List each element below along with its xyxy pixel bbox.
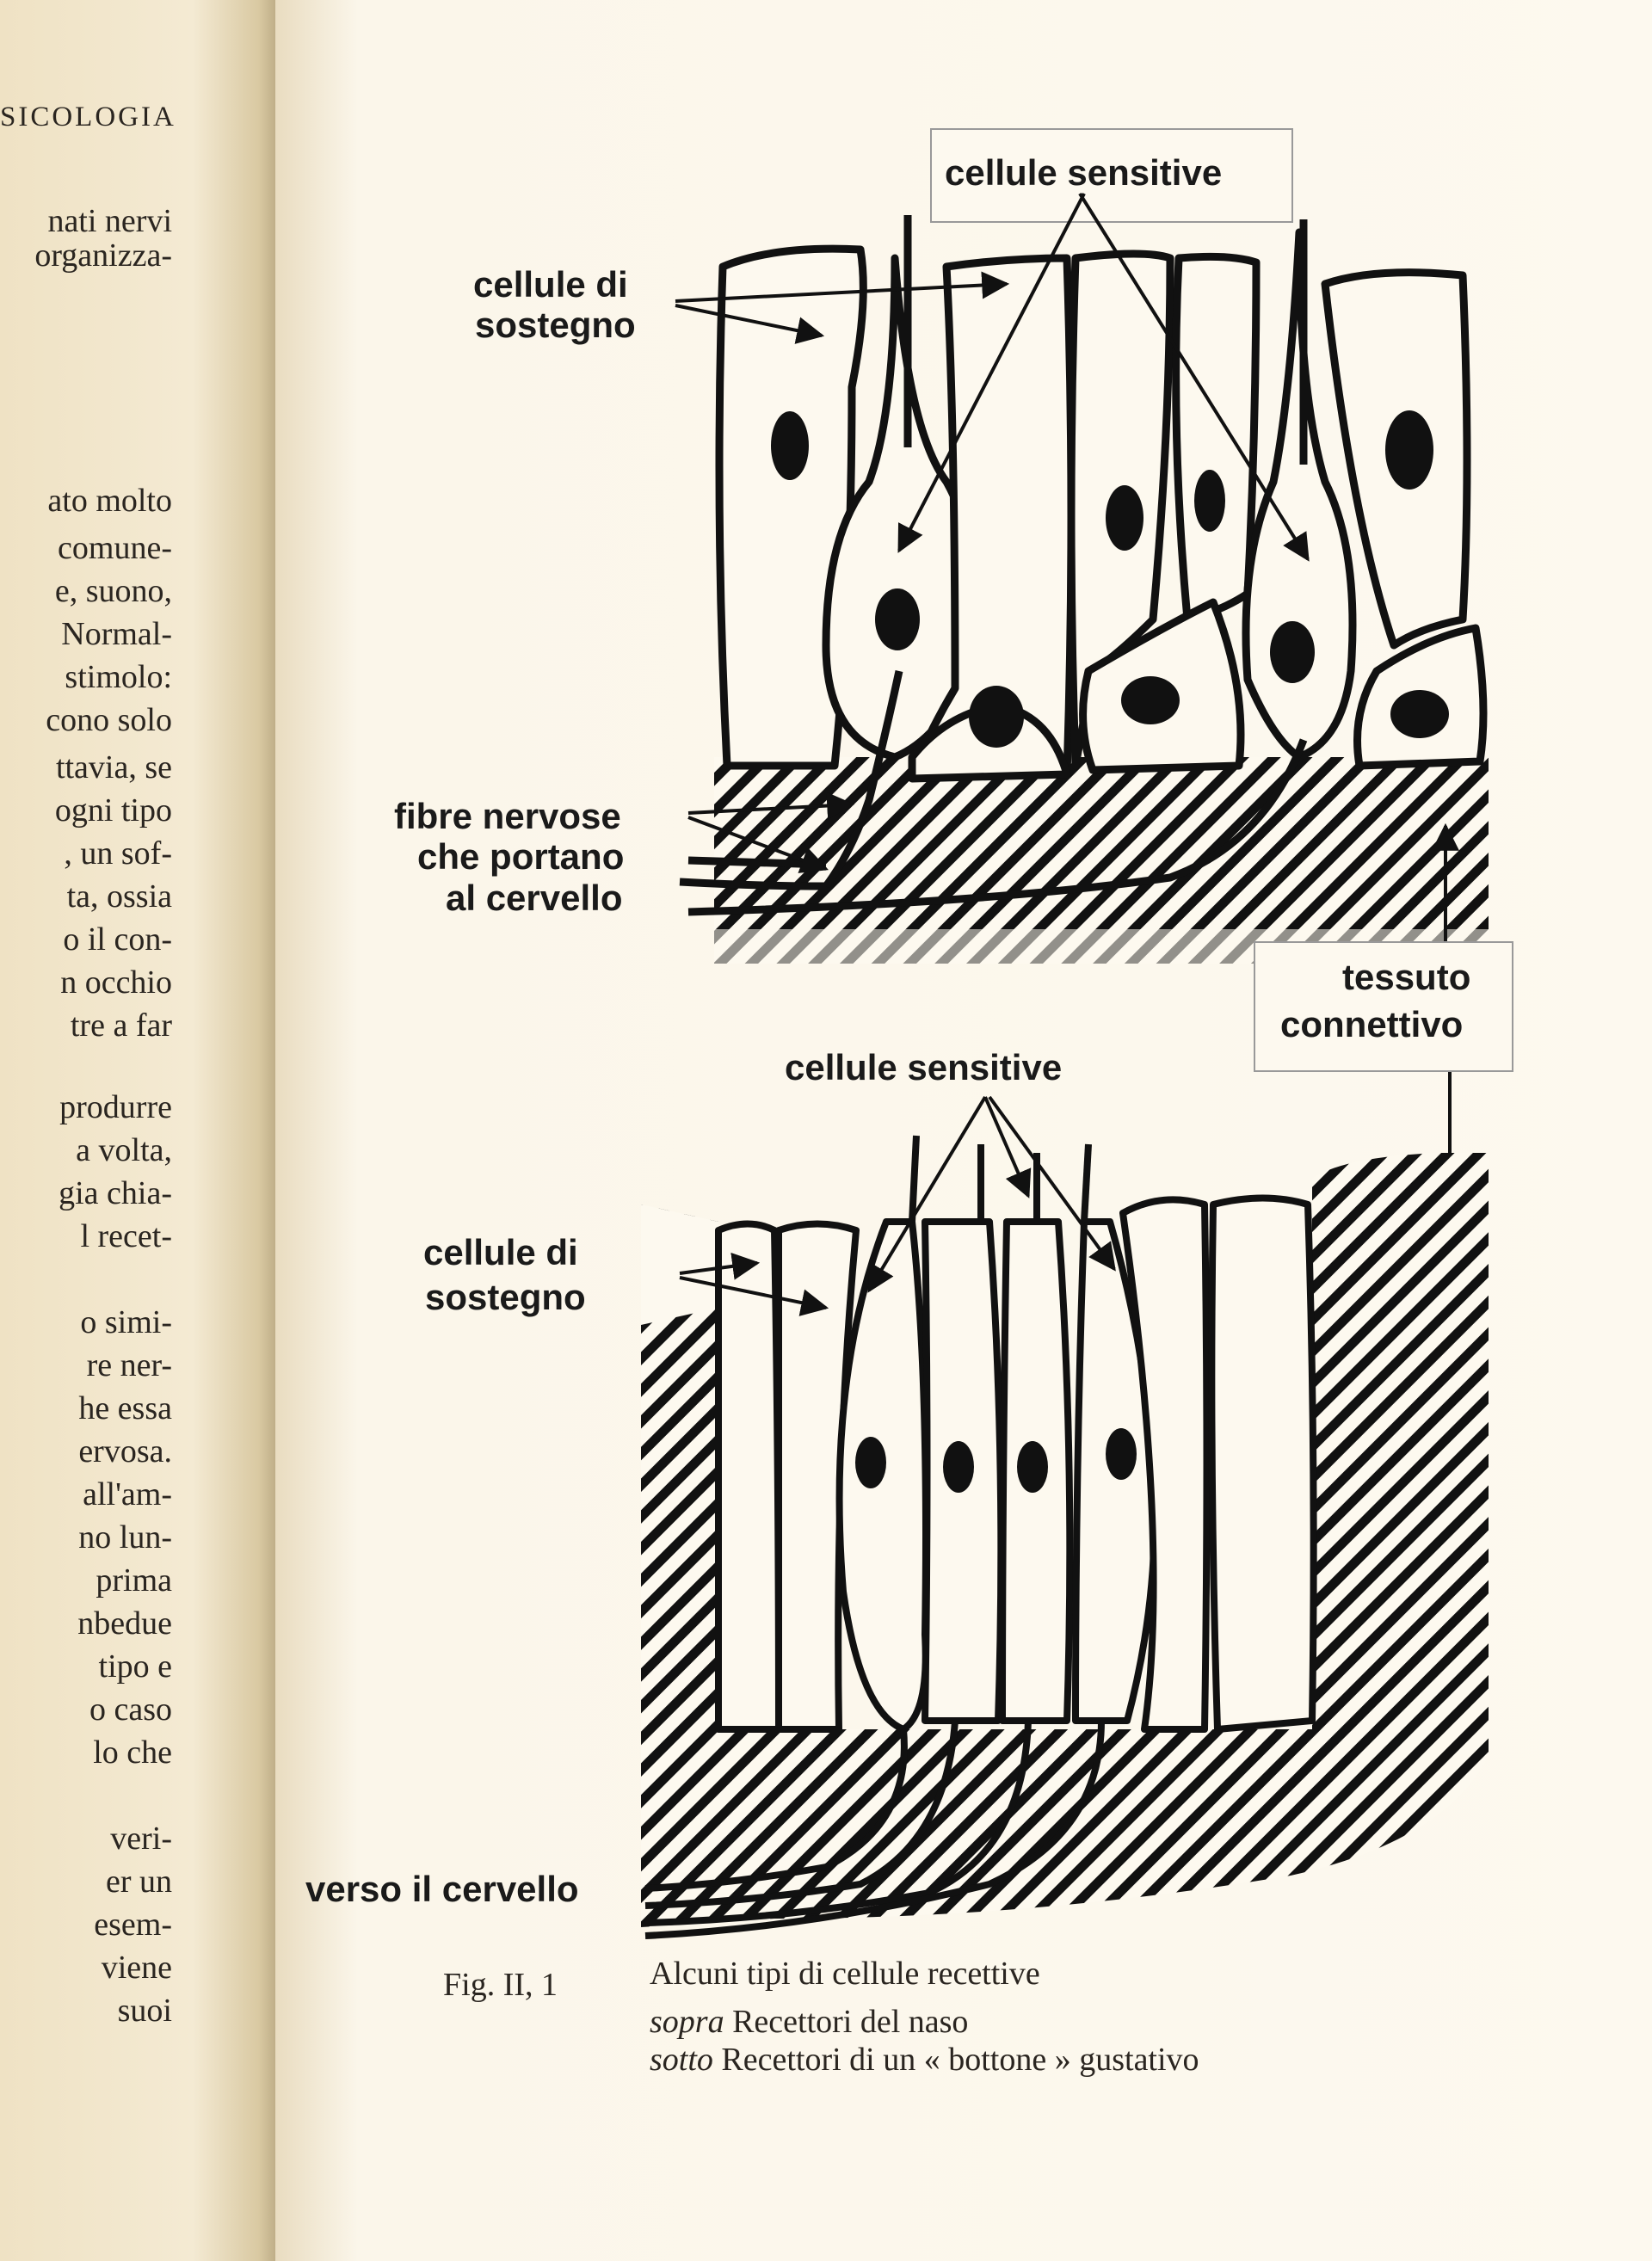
left-page-text-line: a volta, xyxy=(76,1132,172,1168)
bottom-support-label-line1: cellule di xyxy=(423,1232,578,1272)
left-page-text-line: ta, ossia xyxy=(66,878,172,915)
left-page-text-line: viene xyxy=(101,1950,172,1986)
left-page-text-line: organizza- xyxy=(34,237,172,274)
top-support-label-line1: cellule di xyxy=(473,264,628,305)
toward-brain-label: verso il cervello xyxy=(305,1869,579,1909)
connective-label-line2: connettivo xyxy=(1280,1004,1464,1044)
left-page-text-line: no lun- xyxy=(78,1519,172,1556)
left-page-text-line: l recet- xyxy=(80,1218,172,1254)
receptor-cells-figure xyxy=(275,0,1652,1962)
left-page-text-line: nati nervi xyxy=(47,203,172,239)
left-page-text-line: ato molto xyxy=(47,483,172,519)
left-page-text-line: comune- xyxy=(58,530,172,566)
fibers-label-line2: che portano xyxy=(417,836,625,877)
caption-line-top-text: Recettori del naso xyxy=(732,2004,969,2040)
fibers-label-line3: al cervello xyxy=(446,878,623,918)
support-cell xyxy=(1211,1198,1313,1730)
left-page-text-line: tre a far xyxy=(70,1007,172,1044)
figure-caption-title: Alcuni tipi di cellule recettive xyxy=(650,1956,1040,1992)
bottom-sensitive-cells-label: cellule sensitive xyxy=(785,1047,1063,1087)
left-page-text-line: cono solo xyxy=(46,702,172,738)
taste-bud-diagram xyxy=(305,1047,1489,1936)
left-page-text-line: re ner- xyxy=(86,1347,172,1383)
figure-number: Fig. II, 1 xyxy=(443,1967,558,2003)
bottom-support-label-line2: sostegno xyxy=(425,1277,586,1317)
left-page-text-line: veri- xyxy=(110,1821,172,1857)
left-page-text-line: o simi- xyxy=(80,1304,172,1340)
left-page-text-line: nbedue xyxy=(77,1605,172,1642)
left-page-text-line: gia chia- xyxy=(59,1175,172,1211)
left-page-text-line: tipo e xyxy=(98,1648,172,1685)
left-page-text-line: he essa xyxy=(78,1390,172,1426)
caption-line-bottom xyxy=(650,2041,1199,2079)
left-page-text-line: e, suono, xyxy=(54,573,172,609)
left-page-text-line: er un xyxy=(105,1864,172,1900)
left-page-text-line: all'am- xyxy=(83,1476,172,1512)
left-page-text-line: ttavia, se xyxy=(55,749,172,785)
top-sensitive-cells-label: cellule sensitive xyxy=(945,152,1223,193)
left-page-text-line: suoi xyxy=(117,1993,172,2029)
caption-line-bottom-prefix: sotto xyxy=(650,2042,713,2078)
caption-line-top-prefix: sopra xyxy=(650,2004,724,2040)
caption-line-top xyxy=(650,2003,968,2041)
left-page-text-line: ervosa. xyxy=(78,1433,172,1469)
caption-line-bottom-text: Recettori di un « bottone » gustativo xyxy=(721,2042,1199,2078)
fibers-label-line1: fibre nervose xyxy=(394,796,621,836)
connective-label-line1: tessuto xyxy=(1342,957,1471,997)
left-page-text-line: Normal- xyxy=(61,616,172,652)
left-page-text-line: prima xyxy=(96,1562,172,1599)
left-page-text-line: n occhio xyxy=(60,964,172,1001)
left-page-text-line: stimolo: xyxy=(65,659,172,695)
left-page-text-line: produrre xyxy=(59,1089,172,1125)
top-support-label-line2: sostegno xyxy=(475,305,636,345)
left-page-text-line: o caso xyxy=(89,1691,172,1728)
left-page-text-line: ogni tipo xyxy=(54,792,172,829)
support-cell xyxy=(718,1224,779,1730)
left-page-text-line: lo che xyxy=(93,1734,172,1771)
running-header: SICOLOGIA xyxy=(0,102,176,132)
left-page-text-line: esem- xyxy=(94,1907,172,1943)
left-page-text-line: , un sof- xyxy=(64,835,172,872)
support-cell xyxy=(1176,256,1256,619)
left-page-text-line: o il con- xyxy=(63,921,172,958)
